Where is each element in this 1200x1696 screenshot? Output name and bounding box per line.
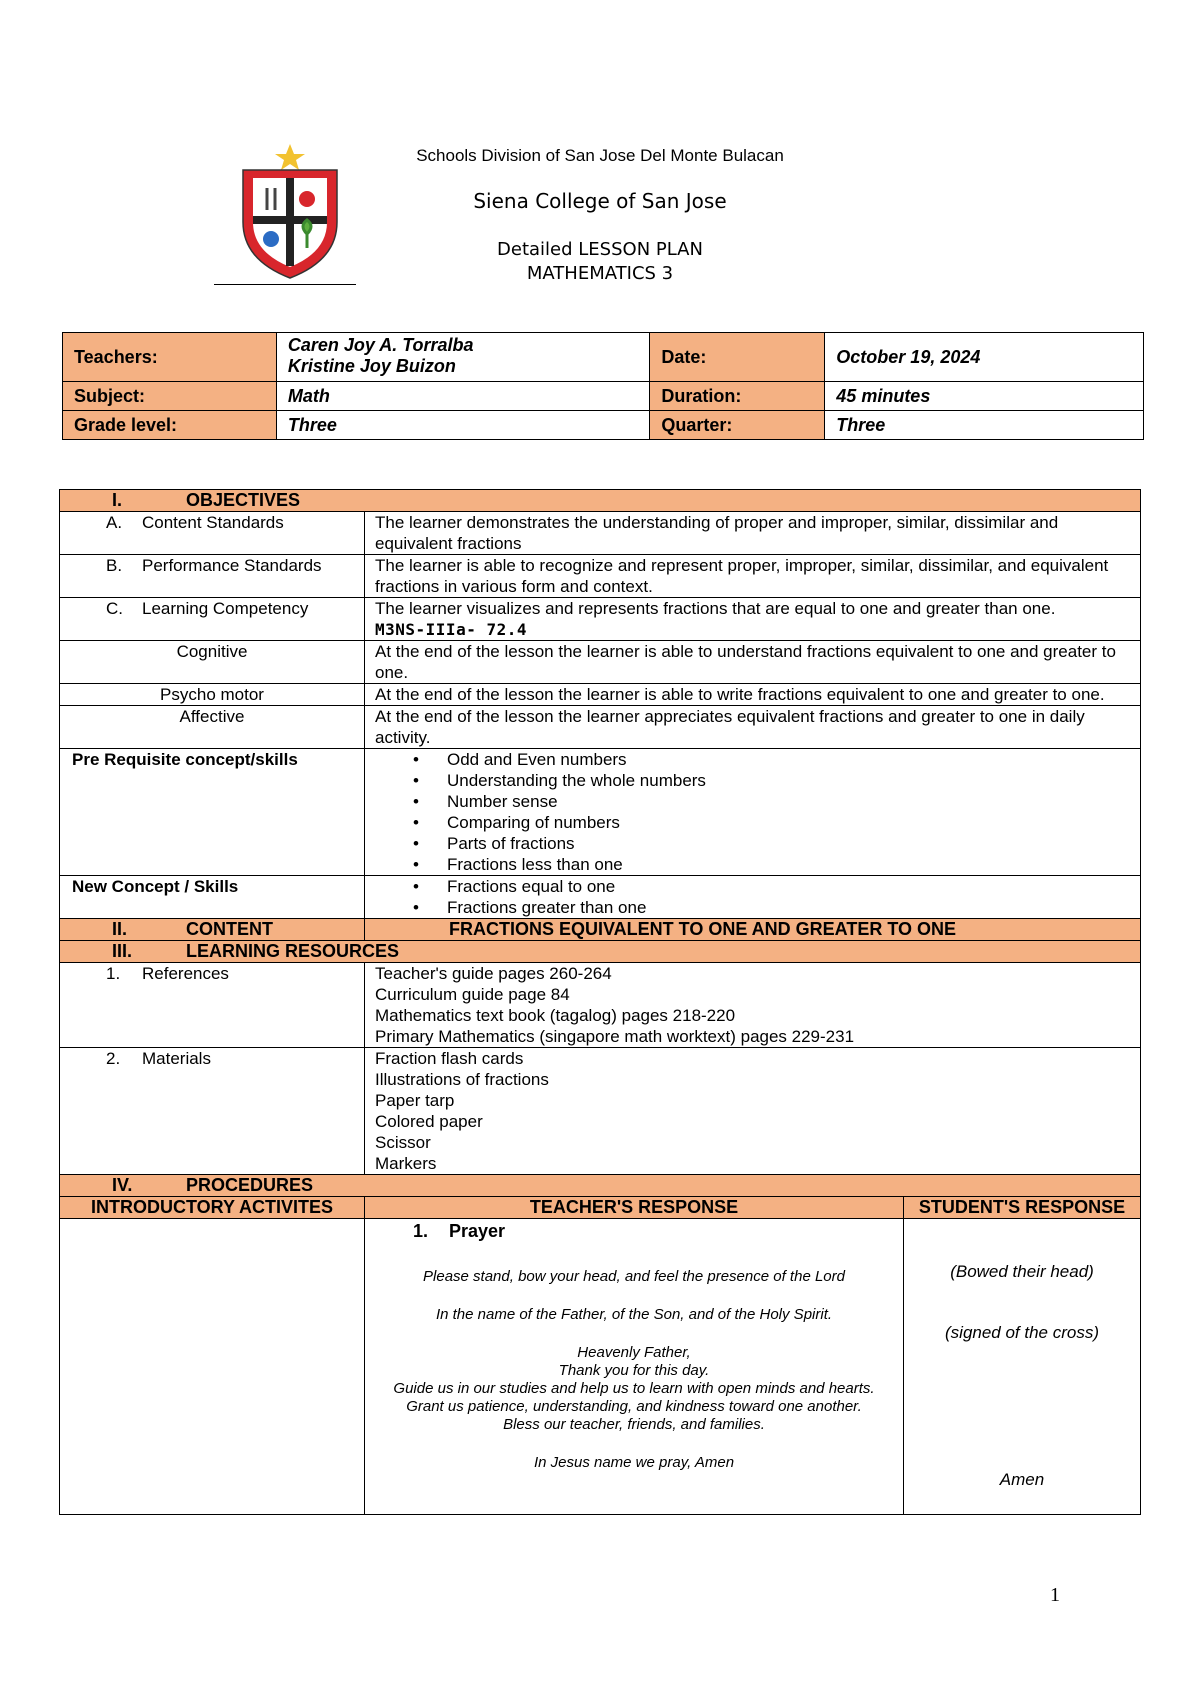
section-title: CONTENT [186, 919, 273, 939]
content-heading [60, 919, 365, 941]
teachers-value [276, 333, 650, 382]
cognitive-text: At the end of the lesson the learner is able to understand fractions equivalent to one and greater to one. [365, 641, 1141, 684]
affective-label: Affective [60, 706, 365, 749]
subject-label: Subject: [63, 382, 277, 411]
section-number: IV. [112, 1175, 133, 1195]
prayer-title: Prayer [449, 1221, 506, 1241]
grade-label: Grade level: [63, 411, 277, 440]
list-item: Markers [375, 1154, 437, 1173]
content-standards-label: Content Standards [142, 513, 284, 532]
references-label: References [142, 964, 229, 983]
school-name: Siena College of San Jose [473, 189, 727, 213]
list-item: Teacher's guide pages 260-264 [375, 964, 612, 983]
procedures-heading [60, 1175, 1141, 1197]
subject-title: MATHEMATICS 3 [526, 263, 674, 284]
list-item: Paper tarp [375, 1091, 455, 1110]
list-item: • Odd and Even numbers [447, 749, 1130, 770]
list-item: Curriculum guide page 84 [375, 985, 570, 1004]
section-number: II. [112, 919, 128, 939]
competency-code: M3NS-IIIa- 72.4 [375, 620, 527, 639]
performance-standards-row [60, 555, 1141, 598]
teacher-1: Caren Joy A. Torralba [287, 335, 474, 355]
section-title: PROCEDURES [186, 1175, 314, 1195]
list-item: • Comparing of numbers [447, 812, 1130, 833]
item-number: B. [106, 556, 123, 575]
quarter-value: Three [825, 411, 1144, 440]
col-teacher-response: TEACHER'S RESPONSE [365, 1197, 904, 1219]
cognitive-label: Cognitive [60, 641, 365, 684]
grade-value: Three [276, 411, 650, 440]
date-label: Date: [650, 333, 825, 382]
references-list [365, 963, 1141, 1048]
teachers-label: Teachers: [63, 333, 277, 382]
prerequisite-label: Pre Requisite concept/skills [60, 749, 365, 876]
list-item: • Fractions greater than one [447, 897, 1130, 918]
duration-value: 45 minutes [825, 382, 1144, 411]
student-line: Amen [999, 1470, 1045, 1489]
item-number: 2. [106, 1049, 121, 1068]
col-introductory: INTRODUCTORY ACTIVITES [60, 1197, 365, 1219]
prayer-row [60, 1219, 1141, 1515]
duration-label: Duration: [650, 382, 825, 411]
prayer-heading [365, 1219, 903, 1243]
references-row [60, 963, 1141, 1048]
list-item: • Number sense [447, 791, 1130, 812]
list-item: Colored paper [375, 1112, 483, 1131]
page-number: 1 [1050, 1584, 1060, 1606]
list-item: • Fractions equal to one [447, 876, 1130, 897]
prerequisite-list [375, 749, 1130, 875]
list-item: • Parts of fractions [447, 833, 1130, 854]
affective-text: At the end of the lesson the learner appreciates equivalent fractions and greater to one in daily activity. [365, 706, 1141, 749]
prayer-number: 1. [413, 1221, 429, 1241]
performance-standards-label: Performance Standards [142, 556, 322, 575]
logo-underline [214, 284, 356, 285]
list-item: • Understanding the whole numbers [447, 770, 1130, 791]
materials-list [365, 1048, 1141, 1175]
performance-standards-text: The learner is able to recognize and represent proper, improper, similar, dissimilar, and equivalent fractions in various form and context. [365, 555, 1141, 598]
cognitive-row [60, 641, 1141, 684]
list-item: Scissor [375, 1133, 431, 1152]
psychomotor-text: At the end of the lesson the learner is able to write fractions equivalent to one and greater to one. [365, 684, 1141, 706]
teacher-2: Kristine Joy Buizon [287, 356, 456, 376]
plan-title: Detailed LESSON PLAN [497, 239, 703, 260]
item-number: A. [106, 513, 123, 532]
division-heading: Schools Division of San Jose Del Monte Bulacan [416, 146, 784, 165]
student-line: (Bowed their head) [950, 1262, 1094, 1281]
section-title: LEARNING RESOURCES [186, 941, 400, 961]
prayer-line: Heavenly Father, [577, 1344, 691, 1361]
psychomotor-label: Psycho motor [60, 684, 365, 706]
content-standards-text: The learner demonstrates the understanding of proper and improper, similar, dissimilar and equivalent fractions [365, 512, 1141, 555]
section-number: I. [112, 490, 123, 510]
learning-competency-text: The learner visualizes and represents fractions that are equal to one and greater than one. [375, 599, 1056, 618]
new-concept-label: New Concept / Skills [60, 876, 365, 919]
materials-label: Materials [142, 1049, 211, 1068]
prayer-line: Bless our teacher, friends, and families. [503, 1416, 765, 1433]
introductory-cell [60, 1219, 365, 1515]
col-student-response: STUDENT'S RESPONSE [904, 1197, 1141, 1219]
prayer-line: In Jesus name we pray, Amen [533, 1454, 735, 1471]
list-item: Primary Mathematics (singapore math worktext) pages 229-231 [375, 1027, 855, 1046]
content-standards-row [60, 512, 1141, 555]
lesson-info-table [62, 332, 1144, 440]
subject-value: Math [276, 382, 650, 411]
prayer-line: Please stand, bow your head, and feel the presence of the Lord [423, 1268, 845, 1285]
list-item: Fraction flash cards [375, 1049, 524, 1068]
list-item: • Fractions less than one [447, 854, 1130, 875]
section-number: III. [112, 941, 133, 961]
materials-row [60, 1048, 1141, 1175]
new-concept-row [60, 876, 1141, 919]
resources-heading [60, 941, 1141, 963]
item-number: 1. [106, 964, 121, 983]
item-number: C. [106, 599, 123, 618]
prayer-line: In the name of the Father, of the Son, and of the Holy Spirit. [435, 1306, 833, 1323]
learning-competency-row [60, 598, 1141, 641]
psychomotor-row [60, 684, 1141, 706]
content-topic: FRACTIONS EQUIVALENT TO ONE AND GREATER TO ONE [365, 919, 1141, 941]
prayer-line: Thank you for this day. [558, 1362, 710, 1379]
student-line: (signed of the cross) [945, 1323, 1100, 1342]
prerequisite-row [60, 749, 1141, 876]
student-response-cell [904, 1219, 1141, 1515]
section-title: OBJECTIVES [186, 490, 301, 510]
lesson-plan-table [59, 489, 1141, 1515]
objectives-heading [60, 490, 1141, 512]
quarter-label: Quarter: [650, 411, 825, 440]
list-item: Mathematics text book (tagalog) pages 218-220 [375, 1006, 736, 1025]
list-item: Illustrations of fractions [375, 1070, 549, 1089]
new-concept-list [375, 876, 1130, 918]
prayer-text [365, 1268, 903, 1472]
prayer-line: Guide us in our studies and help us to learn with open minds and hearts. Grant us patience, understanding, and kindness toward one another. [393, 1380, 875, 1415]
learning-competency-label: Learning Competency [142, 599, 309, 618]
affective-row [60, 706, 1141, 749]
date-value: October 19, 2024 [825, 333, 1144, 382]
